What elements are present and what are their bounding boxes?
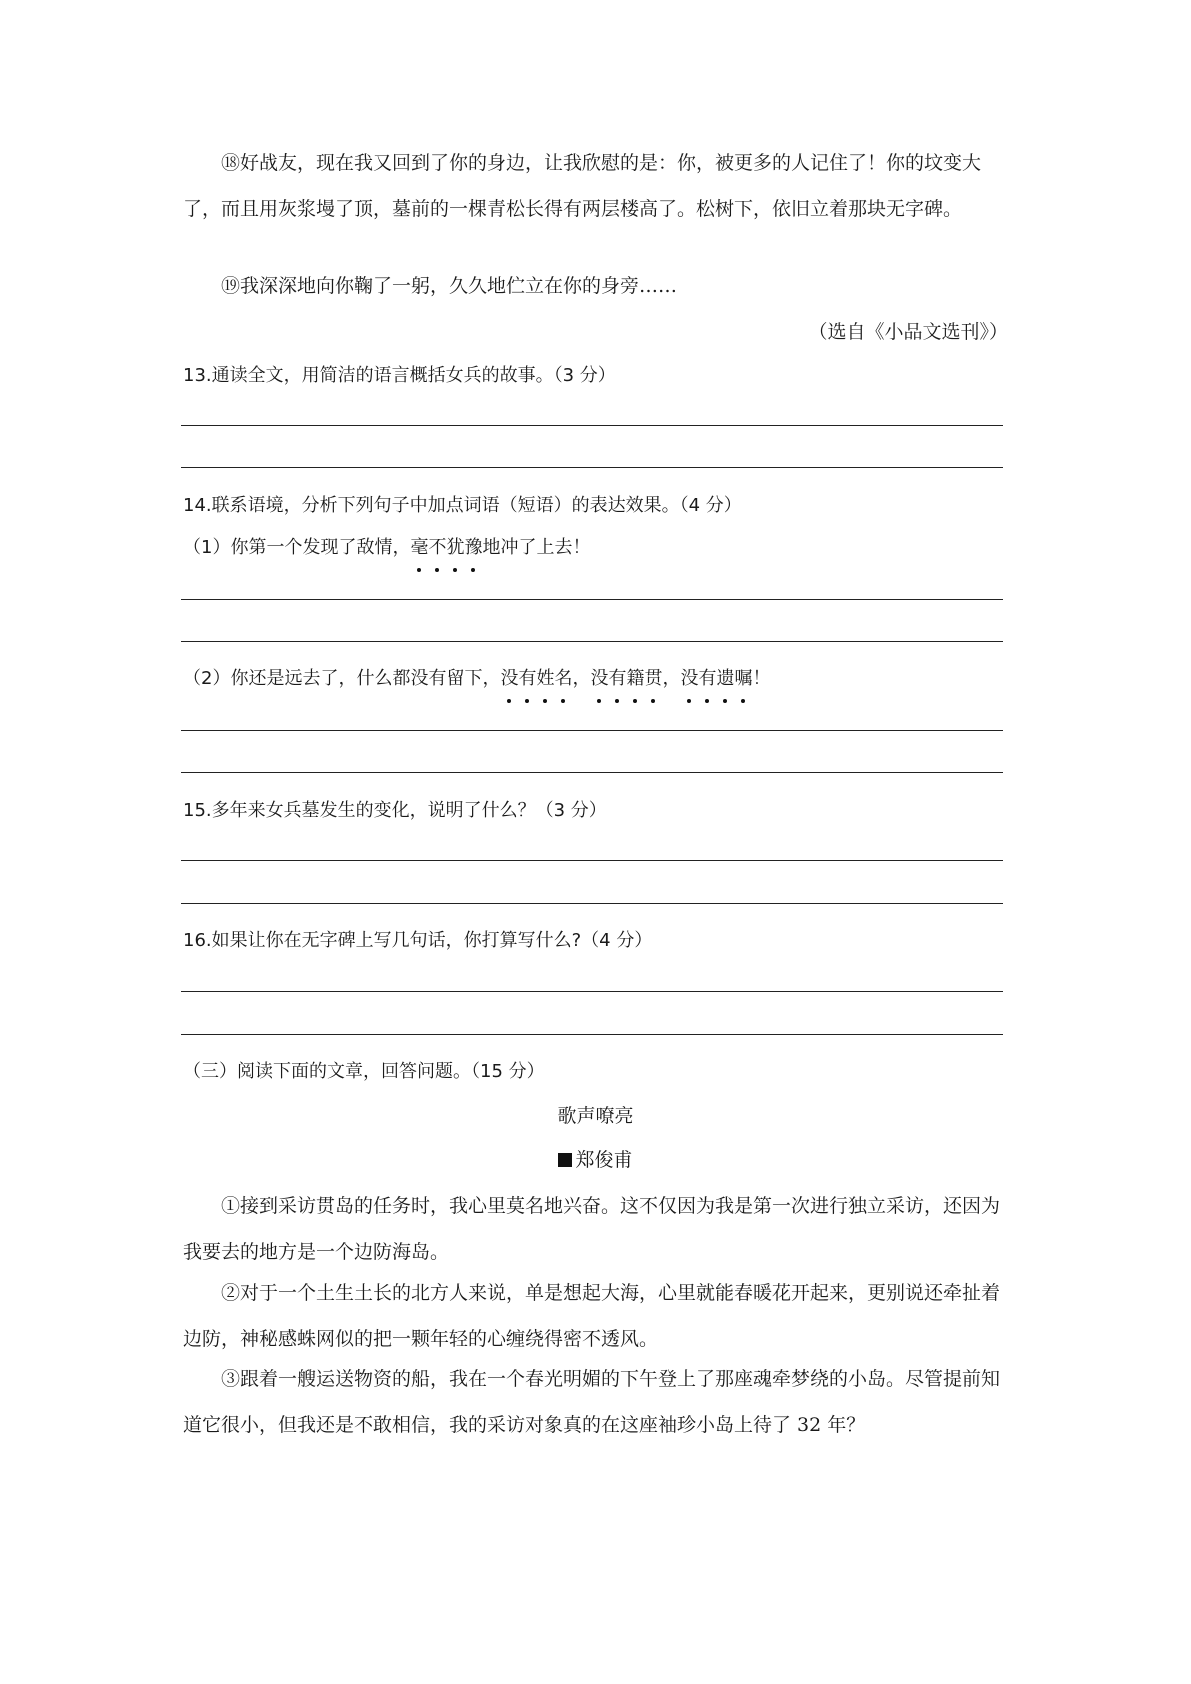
emphasis-char: 没: [500, 664, 518, 694]
emphasis-char: 没: [590, 664, 608, 694]
question-14-2: [183, 664, 770, 694]
emphasis-char: 没: [680, 664, 698, 694]
article-paragraph-1: ①接到采访贯岛的任务时，我心里莫名地兴奋。这不仅因为我是第一次进行独立采访，还因为我要去的地方是一个边防海岛。: [183, 1195, 1001, 1263]
question-14-1-text-after: 地冲了上去！: [482, 537, 591, 558]
question-13: 13.通读全文，用简洁的语言概括女兵的故事。（3 分）: [183, 365, 616, 386]
answer-line[interactable]: [181, 730, 1003, 731]
answer-line[interactable]: [181, 641, 1003, 642]
answer-line[interactable]: [181, 599, 1003, 600]
answer-line[interactable]: [181, 860, 1003, 861]
answer-line[interactable]: [181, 425, 1003, 426]
answer-line[interactable]: [181, 772, 1003, 773]
question-14-1-dotted-phrase: [410, 537, 482, 558]
article-author: [0, 1145, 1191, 1175]
question-14-1-text-before: （1）你第一个发现了敌情，: [183, 537, 411, 558]
emphasis-char: 名: [554, 664, 572, 694]
emphasis-char: ，: [572, 668, 591, 689]
answer-line[interactable]: [181, 903, 1003, 904]
passage-source: （选自《小品文选刊》）: [808, 321, 1008, 343]
answer-line[interactable]: [181, 991, 1003, 992]
emphasis-char: 有: [608, 664, 626, 694]
emphasis-char: 贯: [644, 664, 662, 694]
question-14-1: [183, 533, 590, 563]
emphasis-char: 姓: [536, 664, 554, 694]
emphasis-char: 有: [698, 664, 716, 694]
question-16: 16.如果让你在无字碑上写几句话，你打算写什么?（4 分）: [183, 930, 653, 951]
emphasis-char: 犹: [446, 533, 464, 563]
article-paragraph-3: ③跟着一艘运送物资的船，我在一个春光明媚的下午登上了那座魂牵梦绕的小岛。尽管提前知道它很小，但我还是不敢相信，我的采访对象真的在这座袖珍小岛上待了 32 年？: [183, 1368, 1001, 1436]
emphasis-char: 有: [518, 664, 536, 694]
emphasis-char: 嘱: [734, 664, 752, 694]
emphasis-char: 毫: [410, 533, 428, 563]
answer-line[interactable]: [181, 467, 1003, 468]
passage-paragraph-19: ⑲我深深地向你鞠了一躬，久久地伫立在你的身旁……: [221, 275, 678, 297]
section-3-heading: （三）阅读下面的文章，回答问题。（15 分）: [183, 1061, 545, 1082]
question-14-2-text-after: ！: [752, 668, 771, 689]
question-14-2-dotted-phrase: [500, 668, 752, 689]
answer-line[interactable]: [181, 1034, 1003, 1035]
question-15: 15.多年来女兵墓发生的变化，说明了什么？（3 分）: [183, 800, 607, 821]
article-author-name: 郑俊甫: [575, 1149, 633, 1171]
question-14: 14.联系语境，分析下列句子中加点词语（短语）的表达效果。（4 分）: [183, 495, 742, 516]
article-paragraph-2: ②对于一个土生土长的北方人来说，单是想起大海，心里就能春暖花开起来，更别说还牵扯着边防，神秘感蛛网似的把一颗年轻的心缠绕得密不透风。: [183, 1282, 1001, 1350]
emphasis-char: 不: [428, 533, 446, 563]
emphasis-char: 遗: [716, 664, 734, 694]
emphasis-char: 豫: [464, 533, 482, 563]
emphasis-char: 籍: [626, 664, 644, 694]
black-square-icon: [558, 1153, 572, 1167]
article-title: 歌声嘹亮: [557, 1105, 634, 1127]
emphasis-char: ，: [662, 668, 681, 689]
question-14-2-text-before: （2）你还是远去了，什么都没有留下，: [183, 668, 501, 689]
passage-paragraph-18: ⑱好战友，现在我又回到了你的身边，让我欣慰的是：你，被更多的人记住了！你的坟变大了，而且用灰浆墁了顶，墓前的一棵青松长得有两层楼高了。松树下，依旧立着那块无字碑。: [183, 152, 982, 220]
